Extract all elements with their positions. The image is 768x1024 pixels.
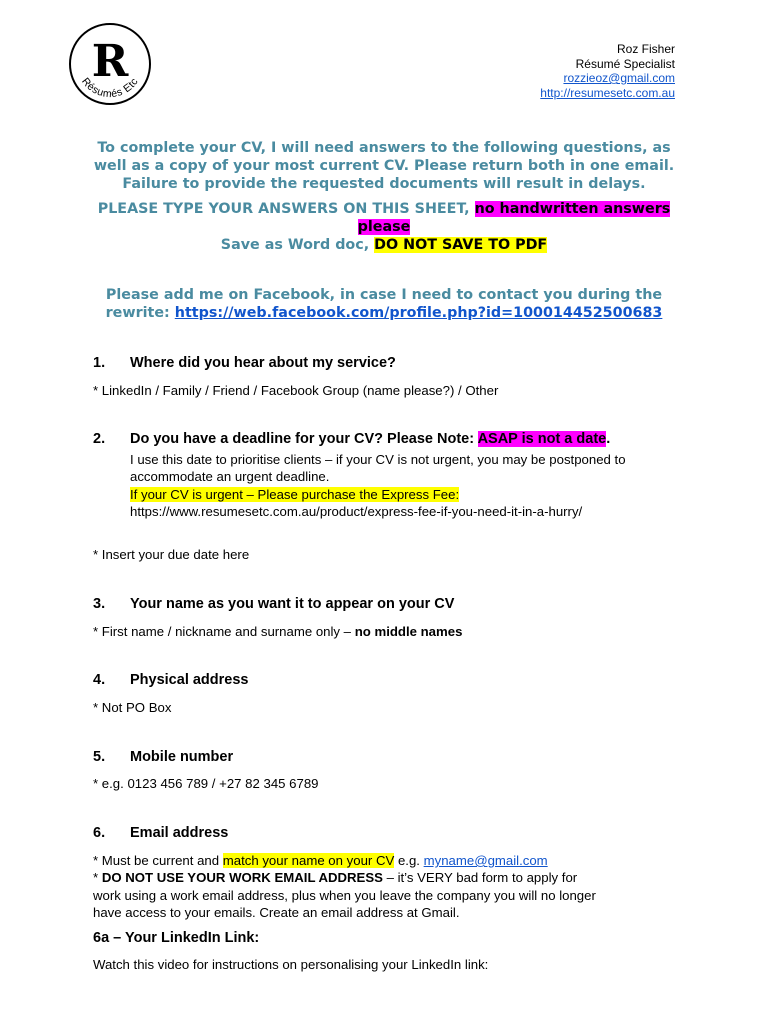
question-6-heading bbox=[93, 825, 228, 841]
no-pdf-highlight: DO NOT SAVE TO PDF bbox=[374, 237, 548, 253]
facebook-notice bbox=[88, 286, 680, 322]
save-as-text: Save as Word doc, bbox=[220, 237, 370, 253]
question-title-end: . bbox=[606, 431, 611, 447]
question-2-heading bbox=[93, 431, 610, 447]
answer-eg: e.g. bbox=[397, 853, 420, 868]
question-4-heading bbox=[93, 672, 249, 688]
facebook-prefix: rewrite: bbox=[105, 305, 170, 321]
question-number: 2. bbox=[93, 431, 106, 447]
deadline-note-line: I use this date to prioritise clients – if your CV is not urgent, you may be postponed to bbox=[130, 452, 626, 467]
contact-email-link[interactable]: rozzieoz@gmail.com bbox=[563, 71, 675, 85]
facebook-profile-link[interactable]: https://web.facebook.com/profile.php?id=100014452500683 bbox=[174, 305, 663, 321]
express-fee-url: https://www.resumesetc.com.au/product/express-fee-if-you-need-it-in-a-hurry/ bbox=[130, 503, 583, 519]
match-name-highlight: match your name on your CV bbox=[222, 853, 395, 868]
intro-line: To complete your CV, I will need answers to the following questions, as bbox=[97, 140, 671, 156]
answer-text: * Must be current and bbox=[93, 853, 220, 868]
deadline-note-line: accommodate an urgent deadline. bbox=[130, 469, 330, 485]
contact-role: Résumé Specialist bbox=[575, 56, 675, 71]
contact-website-link[interactable]: http://resumesetc.com.au bbox=[540, 85, 675, 100]
question-number: 6. bbox=[93, 825, 106, 841]
intro-line: well as a copy of your most current CV. Please return both in one email. bbox=[93, 158, 675, 174]
type-answers-notice bbox=[88, 201, 680, 236]
question-title: Your name as you want it to appear on your CV bbox=[130, 596, 455, 612]
type-answers-text: PLEASE TYPE YOUR ANSWERS ON THIS SHEET, bbox=[97, 201, 470, 217]
question-title: Where did you hear about my service? bbox=[130, 355, 396, 371]
save-as-notice bbox=[88, 236, 680, 254]
contact-name: Roz Fisher bbox=[616, 42, 675, 56]
question-title: Physical address bbox=[130, 672, 249, 688]
question-5-heading bbox=[93, 749, 233, 765]
question-5-answer[interactable]: * e.g. 0123 456 789 / +27 82 345 6789 bbox=[93, 776, 319, 791]
no-middle-names: no middle names bbox=[354, 624, 463, 639]
deadline-note bbox=[130, 451, 675, 520]
express-fee-highlight: If your CV is urgent – Please purchase the Express Fee: bbox=[130, 486, 460, 502]
work-email-warning: DO NOT USE YOUR WORK EMAIL ADDRESS bbox=[101, 870, 383, 886]
question-number: 3. bbox=[93, 596, 106, 612]
answer-text: * First name / nickname and surname only – bbox=[93, 624, 352, 639]
facebook-line: Please add me on Facebook, in case I need to contact you during the bbox=[105, 287, 663, 303]
question-title: Mobile number bbox=[130, 749, 234, 765]
linkedin-instructions: Watch this video for instructions on personalising your LinkedIn link: bbox=[93, 957, 489, 972]
contact-block bbox=[540, 42, 675, 100]
intro-line: Failure to provide the requested documents will result in delays. bbox=[122, 176, 646, 192]
question-number: 4. bbox=[93, 672, 106, 688]
question-2-answer[interactable]: * Insert your due date here bbox=[93, 547, 250, 562]
warning-star: * bbox=[93, 870, 99, 886]
warning-text-line: have access to your emails. Create an email address at Gmail. bbox=[93, 904, 460, 920]
question-1-heading bbox=[93, 355, 396, 371]
question-4-answer[interactable]: * Not PO Box bbox=[93, 700, 172, 715]
no-handwritten-highlight: no handwritten answers please bbox=[357, 201, 671, 235]
warning-text-line: work using a work email address, plus when you leave the company you will no longer bbox=[93, 887, 596, 903]
question-1-answer[interactable]: * LinkedIn / Family / Friend / Facebook Group (name please?) / Other bbox=[93, 383, 499, 398]
question-number: 5. bbox=[93, 749, 106, 765]
question-3-answer[interactable] bbox=[93, 623, 678, 640]
linkedin-link-heading: 6a – Your LinkedIn Link: bbox=[93, 930, 260, 946]
intro-paragraph bbox=[88, 139, 680, 193]
resumes-etc-logo bbox=[68, 22, 152, 106]
logo-ring-text: Résumés Etc bbox=[79, 75, 141, 101]
question-3-heading bbox=[93, 596, 454, 612]
asap-not-date-highlight: ASAP is not a date bbox=[477, 431, 607, 447]
question-number: 1. bbox=[93, 355, 106, 371]
question-6-answer[interactable] bbox=[93, 852, 678, 921]
question-title: Email address bbox=[130, 825, 229, 841]
example-email-link[interactable]: myname@gmail.com bbox=[423, 853, 548, 868]
question-title: Do you have a deadline for your CV? Please Note: bbox=[130, 431, 475, 447]
logo-letter: R bbox=[91, 36, 129, 87]
warning-text: – it’s VERY bad form to apply for bbox=[386, 870, 578, 886]
